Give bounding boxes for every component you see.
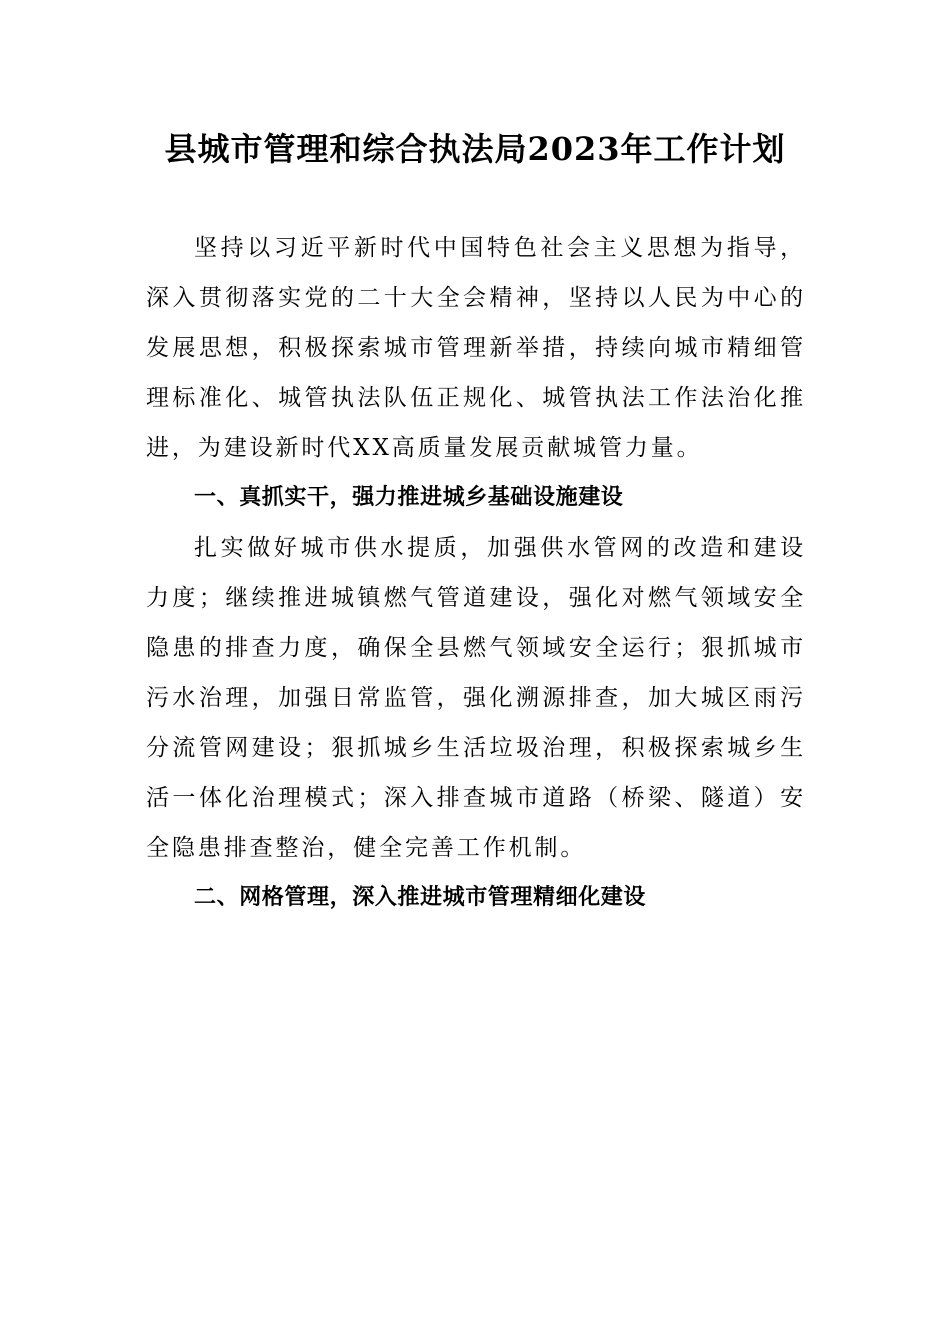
section-2-heading: 二、网格管理，深入推进城市管理精细化建设: [194, 885, 647, 910]
section-1-paragraph: 扎实做好城市供水提质，加强供水管网的改造和建设力度；继续推进城镇燃气管道建设，强化对燃气领域安全隐患的排查力度，确保全县燃气领域安全运行；狠抓城市污水治理，加强日常监管，强化溯源排查，加大城区雨污分流管网建设；狠抓城乡生活垃圾治理，积极探索城乡生活一体化治理模式；深入排查城市道路（桥梁、隧道）安全隐患排查整治，健全完善工作机制。: [146, 535, 806, 861]
document-title: 县城市管理和综合执法局2023年工作计划: [164, 130, 786, 168]
section-1-heading: 一、真抓实干，强力推进城乡基础设施建设: [194, 485, 624, 510]
intro-block: [146, 223, 806, 473]
intro-paragraph: 坚持以习近平新时代中国特色社会主义思想为指导，深入贯彻落实党的二十大全会精神，坚持以人民为中心的发展思想，积极探索城市管理新举措，持续向城市精细管理标准化、城管执法队伍正规化、城管执法工作法治化推进，为建设新时代XX高质量发展贡献城管力量。: [146, 235, 806, 461]
section-2: [146, 873, 806, 923]
section-1: [146, 473, 806, 873]
